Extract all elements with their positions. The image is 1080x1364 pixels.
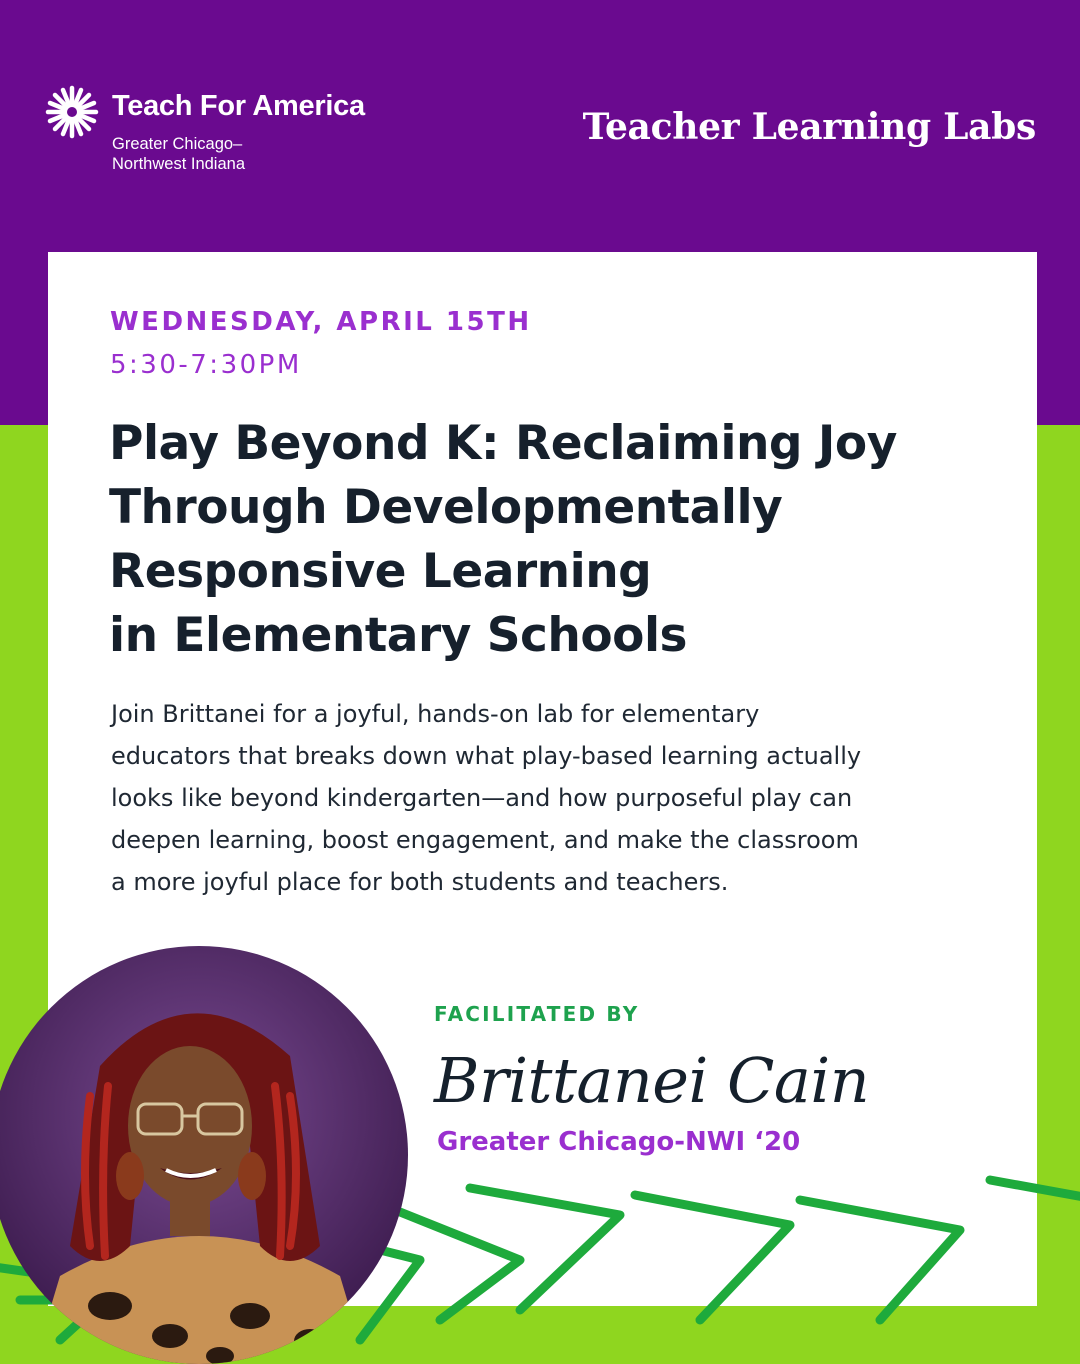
region-line-1: Greater Chicago– (112, 135, 243, 153)
title-line: Through Developmentally (109, 480, 783, 535)
description-line: educators that breaks down what play-based learning actually (111, 742, 862, 770)
facilitator-affiliation: Greater Chicago-NWI ‘20 (437, 1127, 801, 1157)
tfa-logo (44, 84, 424, 184)
title-line: in Elementary Schools (109, 608, 688, 663)
title-line: Play Beyond K: Reclaiming Joy (109, 416, 897, 471)
event-date: WEDNESDAY, APRIL 15TH (110, 307, 532, 337)
description-line: a more joyful place for both students and teachers. (111, 868, 729, 896)
description-line: deepen learning, boost engagement, and make the classroom (111, 826, 859, 854)
org-name: Teach For America (112, 90, 365, 122)
facilitator-name: Brittanei Cain (434, 1044, 870, 1117)
event-title (109, 412, 1009, 668)
event-time: 5:30-7:30PM (110, 350, 302, 380)
org-region (112, 134, 245, 174)
description-line: looks like beyond kindergarten—and how purposeful play can (111, 784, 853, 812)
description-line: Join Brittanei for a joyful, hands-on lab for elementary (111, 700, 760, 728)
event-description (111, 693, 1011, 903)
facilitated-by-label: FACILITATED BY (434, 1002, 640, 1026)
facilitator-photo (0, 946, 408, 1364)
title-line: Responsive Learning (109, 544, 652, 599)
region-line-2: Northwest Indiana (112, 155, 245, 173)
program-title: Teacher Learning Labs (582, 106, 1036, 148)
starburst-icon (44, 84, 100, 140)
